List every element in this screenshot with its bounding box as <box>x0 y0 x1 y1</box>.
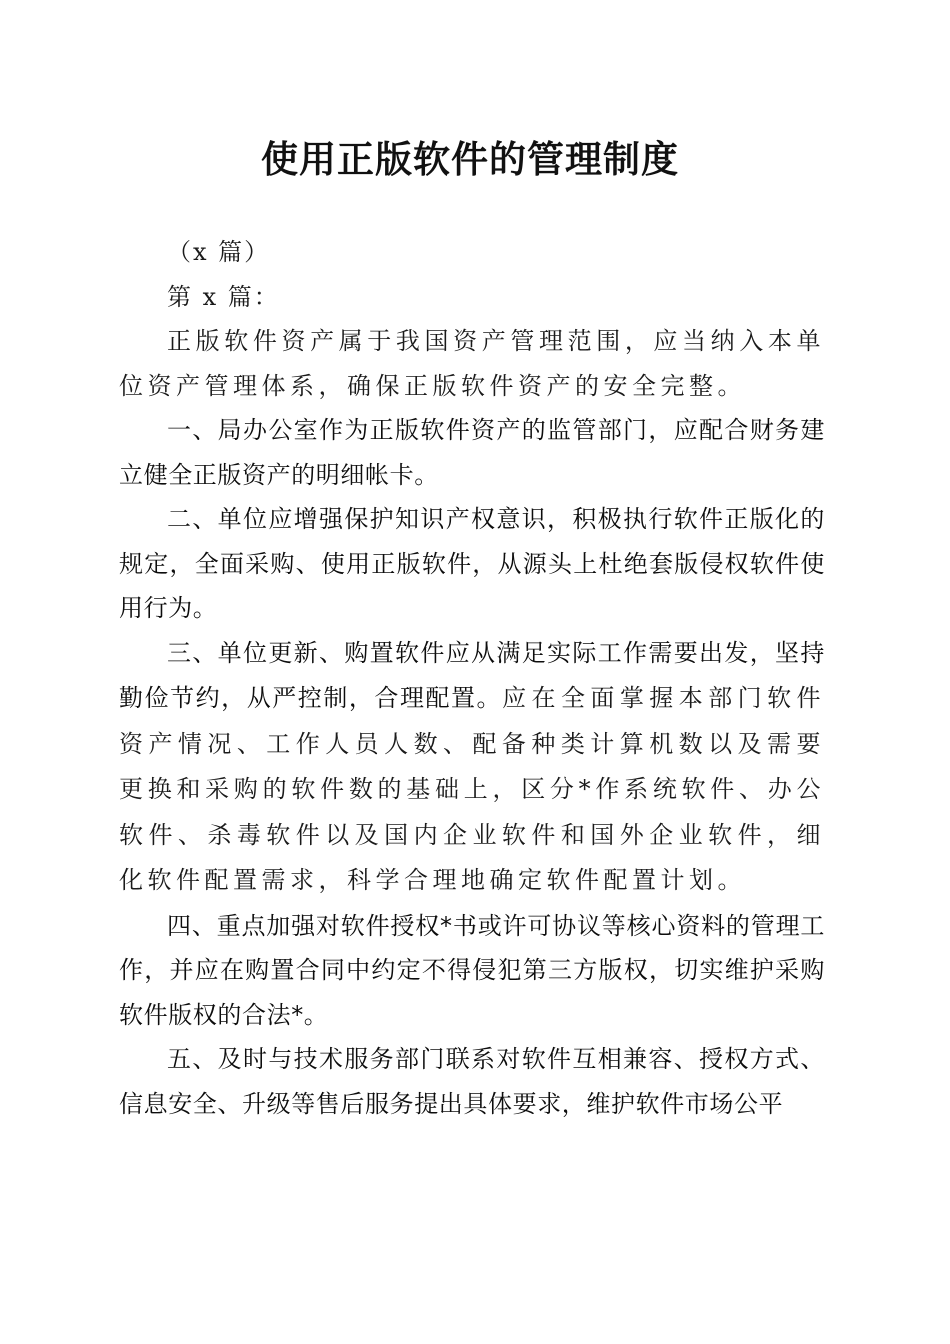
item-5-paragraph: 五、及时与技术服务部门联系对软件互相兼容、授权方式、信息安全、升级等售后服务提出具体要求，维护软件市场公平 <box>119 1045 825 1118</box>
item-3-paragraph <box>119 631 825 904</box>
document-title: 使用正版软件的管理制度 <box>261 137 679 181</box>
document-body <box>119 230 825 1126</box>
item-4-paragraph: 四、重点加强对软件授权*书或许可协议等核心资料的管理工作，并应在购置合同中约定不得侵犯第三方版权，切实维护采购软件版权的合法*。 <box>119 911 825 1029</box>
item-2-paragraph: 二、单位应增强保护知识产权意识，积极执行软件正版化的规定，全面采购、使用正版软件，从源头上杜绝套版侵权软件使用行为。 <box>119 505 825 622</box>
item-3-emphasis: 三、单位更新、购置软件应从满足实际工作需要出发，坚持勤俭节约，从严控制，合理配置。 <box>119 638 825 712</box>
section-label: 第 x 篇： <box>167 282 280 311</box>
item-3-detail: 应在全面掌握本部门软件资产情况、工作人员人数、配备种类计算机数以及需要更换和采购的软件数的基础上，区分*作系统软件、办公软件、杀毒软件以及国内企业软件和国外企业软件，细化软件配置需求，科学合理地确定软件配置计划。 <box>119 684 826 894</box>
subheading: （x 篇） <box>167 238 271 266</box>
intro-paragraph: 正版软件资产属于我国资产管理范围，应当纳入本单位资产管理体系，确保正版软件资产的安全完整。 <box>119 327 825 400</box>
item-1-paragraph: 一、局办公室作为正版软件资产的监管部门，应配合财务建立健全正版资产的明细帐卡。 <box>119 416 825 489</box>
